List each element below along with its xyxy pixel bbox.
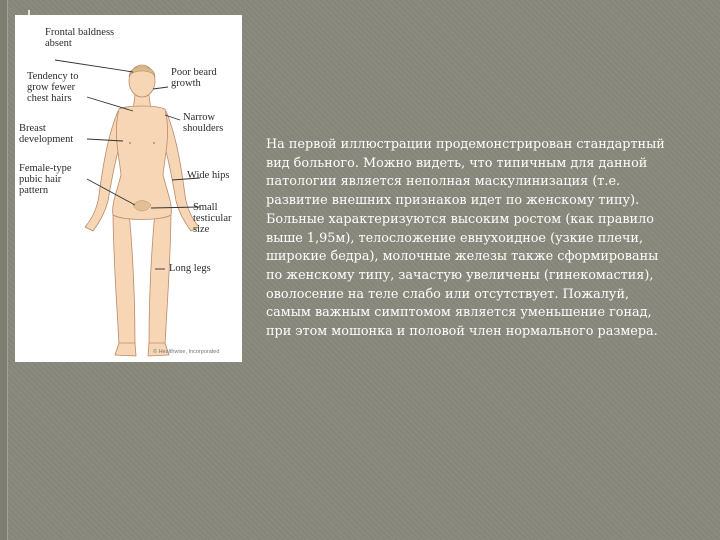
label-chest-hairs: Tendency to grow fewer chest hairs bbox=[27, 71, 79, 104]
label-pubic-hair: Female-type pubic hair pattern bbox=[19, 163, 72, 196]
label-long-legs: Long legs bbox=[169, 263, 211, 274]
copyright-text: © Healthwise, Incorporated bbox=[153, 349, 220, 355]
label-narrow-shoulders: Narrow shoulders bbox=[183, 112, 224, 134]
label-poor-beard: Poor beard growth bbox=[171, 67, 217, 89]
label-small-testicular: Small testicular size bbox=[193, 202, 232, 235]
label-frontal-baldness: Frontal baldness absent bbox=[45, 27, 115, 49]
label-wide-hips: Wide hips bbox=[187, 170, 230, 181]
description-paragraph: На первой иллюстрации продемонстрирован стандартный вид больного. Можно видеть, что типичным для данной патологии является неполная маскулинизация (т.е. развитие внешних признаков идет по женскому типу). Больные характеризуются высоким ростом (как правило выше 1,95м), телосложение евнухоидное (узкие плечи, широкие бедра), молочные железы также сформированы по женскому типу, зачастую увеличены (гинекомастия), оволосение на теле слабо или отсутствует. Пожалуй, самым важным симптомом является уменьшение гонад, при этом мошонка и половой член нормального размера. bbox=[266, 137, 665, 340]
label-breast-development: Breast development bbox=[19, 123, 74, 145]
left-border-rule bbox=[0, 0, 8, 540]
anatomy-illustration bbox=[15, 15, 242, 362]
